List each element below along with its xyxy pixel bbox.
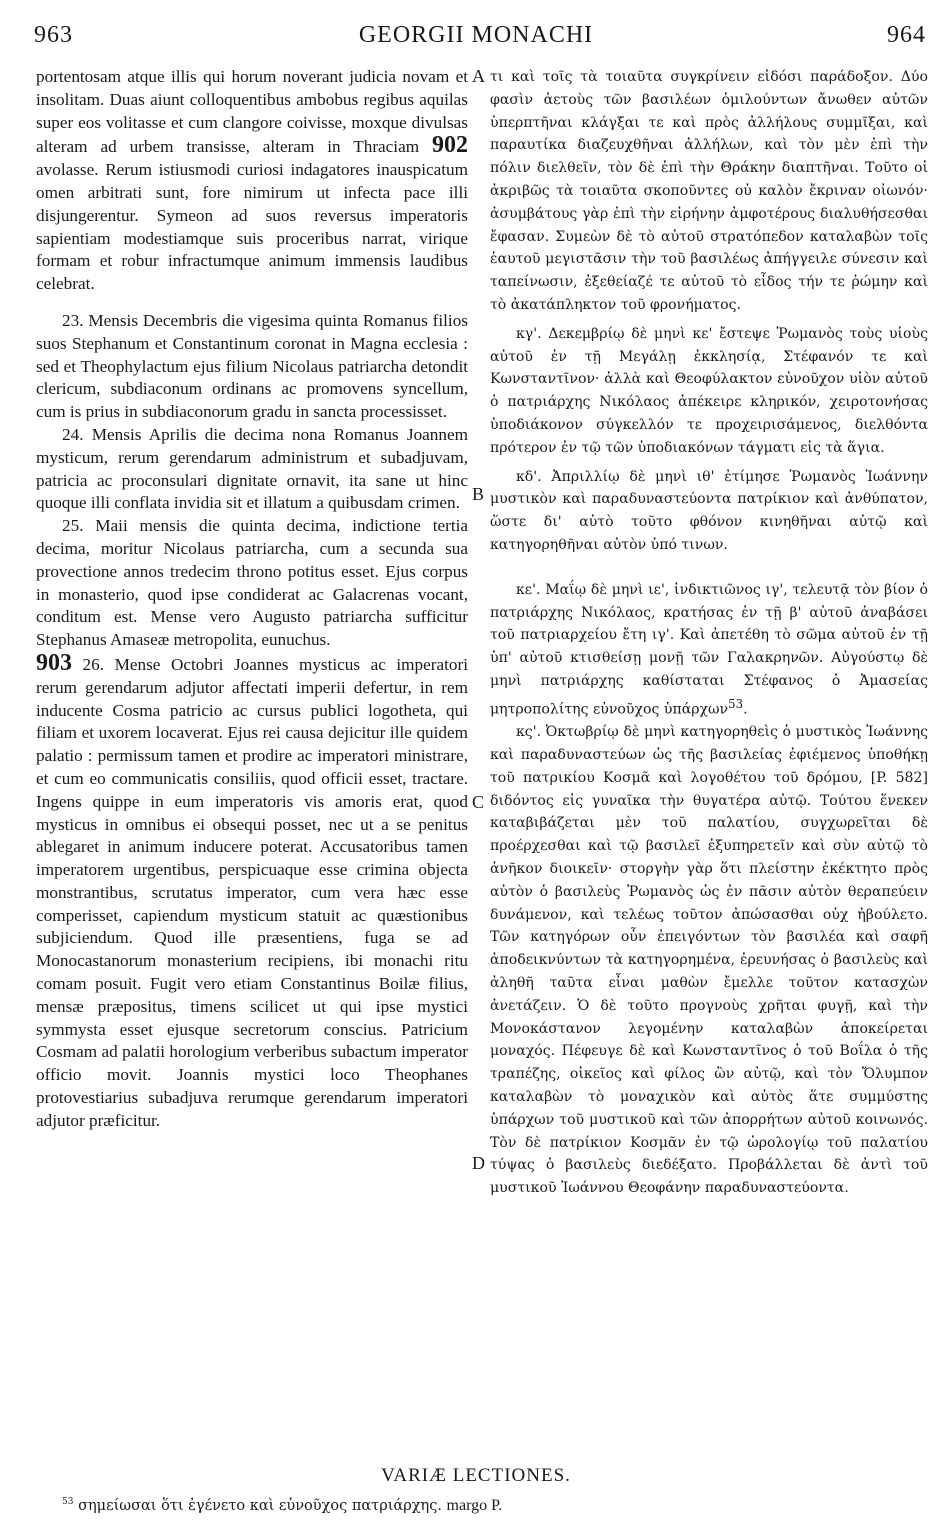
greek-paragraph: τι καὶ τοῖς τὰ τοιαῦτα συγκρίνειν εἰδόσι παράδοξον. Δύο φασὶν ἀετοὺς τῶν βασιλέων ὁμιλούντων ἄνωθεν αὐτῶν ὑπερπτῆναι κλάγξαι τε καὶ πρὸς ἀλλήλους συμμῖξαι, καὶ παραυτίκα διαζευχθῆναι ἀλλήλων, καὶ τὸν μὲν ἐπὶ τὴν πόλιν διελθεῖν, τὸν δὲ ἐπὶ τὴν Θράκην διαπτῆναι. Τοῦτο οἱ ἀκριβῶς τὰ τοιαῦτα σκοποῦντες οὐ καλὸν ἔκριναν οἰωνόν· ἀσυμβάτους γὰρ ἐπὶ τὴν εἰρήνην ἀμφοτέρους διαλυθήσεσθαι ἔφασαν. Συμεὼν δὲ τὸ αὐτοῦ στρατόπεδον καταλαβὼν τοῖς ἑαυτοῦ μεγιστᾶσιν τὴν τοῦ βασιλέως ἀπήγγειλε σύνεσιν καὶ ταπείνωσιν, ἐξεθείαζέ τε αὐτοῦ τὸ εἶδος τήν τε ῥώμην καὶ τὸ ἀκατάπληκτον τοῦ φρονήματος. — [490, 69, 928, 313]
running-title: GEORGII MONACHI — [358, 22, 594, 48]
greek-paragraph: κε'. Μαΐῳ δὲ μηνὶ ιε', ἰνδικτιῶνος ιγ', τελευτᾷ τὸν βίον ὁ πατριάρχης Νικόλαος, κρατήσας ἐν τῇ β' αὐτοῦ ἀναβάσει τοῦ πατριαρχείου ἔτη ιγ'. Καὶ ἀπετέθη τὸ σῶμα αὐτοῦ ἐν τῇ ὑπ' αὐτοῦ κτισθείσῃ μονῇ τῶν Γαλακρηνῶν. Αὐγούστῳ δὲ μηνὶ πατριάρχης καθίσταται Στέφανος ὁ Ἀμασείας μητροπολίτης εὐνοῦχος ὑπάρχων$^{53}$. — [490, 581, 928, 718]
note-number: 53 — [62, 1497, 74, 1508]
page-header — [20, 22, 932, 62]
marginal-page-number: 902 — [432, 132, 468, 159]
latin-text: avolasse. Rerum istiusmodi curiosi indagatores inauspicatum omen arbitrati sunt, fore nimirum ut infecta pace illi disjungerentur. Symeon ad suos reversus imperatoris sapientiam modestiamque suis proceribus narrat, virique formam et robur infractumque animum immensis laudibus celebrat. — [36, 160, 468, 294]
note-text: σημείωσαι ὅτι ἐγένετο καὶ εὐνοῦχος πατριάρχης. — [78, 1498, 442, 1514]
margin-letter-a: A — [472, 66, 485, 86]
footnote-marker: 53 — [728, 696, 744, 711]
greek-paragraph: κς'. Ὀκτωβρίῳ δὲ μηνὶ κατηγορηθεὶς ὁ μυστικὸς Ἰωάννης καὶ παραδυναστεύων ὡς τῆς βασιλείας ἐφιέμενος ὑποθήκῃ τοῦ πατρικίου Κοσμᾶ καὶ λογοθέτου τοῦ δρόμου, [P. 582] διδόντος εἰς γυναῖκα τὴν θυγατέρα αὐτῷ. Τούτου ἕνεκεν καταβιβάζεται μὲν τοῦ παλατίου, συγχωρεῖται δὲ προέρχεσθαι καὶ τῷ βασιλεῖ ἐξυπηρετεῖν καὶ σὺν αὐτῷ τὸ ἀνῆκον διοικεῖν· στοργὴν γὰρ ὅτι πλείστην ἐκέκτητο πρὸς αὐτὸν ὁ βασιλεὺς Ῥωμανὸς ὡς ἐν πᾶσιν αὐτὸν θεραπεύειν δυνάμενον, καὶ τελέως τοῦτον ἀπώσασθαι οὐχ ἠβούλετο. Τῶν κατηγόρων οὖν ἐπειγόντων τὸν βασιλέα καὶ σαφῆ ἀποδεικνύντων τὰ κατηγορημένα, ἐρευνήσας ὁ βασιλεὺς καὶ ἀληθῆ ταῦτα εἶναι μαθὼν ἔμελλε τοῦτον κατασχὼν ἀνετάζειν. Ὁ δὲ τοῦτο προγνοὺς χρῆται φυγῇ, καὶ τὴν Μονοκάστανον λεγομένην καταλαβὼν ἀποκείρεται μοναχός. Πέφευγε δὲ καὶ Κωνσταντῖνος ὁ τοῦ Βοΐλα ὁ τῆς τραπέζης, οἰκεῖος καὶ φίλος ὢν αὐτῷ, καὶ τὸν Ὄλυμπον καταλαβὼν τὸ μοναχικὸν καὶ αὐτὸς ἅτε συμμύστης ὑπάρχων τοῦ μυστικοῦ καὶ τῶν ἀπορρήτων αὐτοῦ κοινωνός. Τὸν δὲ πατρίκιον Κοσμᾶν ἐν τῷ ὡρολογίῳ τοῦ παλατίου τύψας ὁ βασιλεὺς διεδέξατο. Προβάλλεται δὲ ἀντὶ τοῦ μυστικοῦ Ἰωάννου Θεοφάνην παραδυναστεύοντα. — [490, 724, 928, 1197]
latin-paragraph — [36, 649, 468, 1133]
margin-letter-c: C — [472, 792, 485, 812]
greek-paragraph: κγ'. Δεκεμβρίῳ δὲ μηνὶ κε' ἔστεψε Ῥωμανὸς τοὺς υἱοὺς αὐτοῦ ἐν τῇ Μεγάλῃ ἐκκλησίᾳ, Στέφανόν τε καὶ Κωνσταντῖνον· ἀλλὰ καὶ Θεοφύλακτον εὐνοῦχον υἱὸν αὐτοῦ ὁ πατριάρχης Νικόλαος ἀπέκειρε κληρικόν, χειροτονήσας ὑποδιάκονον σύγκελλόν τε προχειρισάμενος, διελθόντα πρότερον ἐν τῷ τῶν ὑποδιακόνων τάγματι εἰς τὰ ἅγια. — [490, 325, 928, 456]
greek-column — [490, 66, 928, 1200]
latin-paragraph — [36, 66, 468, 296]
variae-lectiones-note — [62, 1497, 502, 1515]
page-number-left: 963 — [34, 22, 73, 48]
latin-paragraph: 25. Maii mensis die quinta decima, indictione tertia decima, moritur Nicolaus patriarcha, cum a secunda sua provectione annos tredecim throno potitus esset. Ejus corpus in monasterio, quod ipse condiderat ac Galacrenas vocant, conditum est. Mense vero Augusto patriarcha sufficitur Stephanus Amaseæ metropolita, eunuchus. — [36, 516, 468, 650]
latin-paragraph: 24. Mensis Aprilis die decima nona Romanus Joannem mysticum, rerum gerendarum administrum et subadjuvam, patricia ac proconsulari dignitate ornavit, ita sane ut hinc quoque illi conflata invidia sit et illatum a quibusdam crimen. — [36, 424, 468, 513]
greek-text: κε'. Μαΐῳ δὲ μηνὶ ιε', ἰνδικτιῶνος ιγ', τελευτᾷ τὸν βίον ὁ πατριάρχης Νικόλαος, κρατήσας ἐν τῇ β' αὐτοῦ ἀναβάσει τοῦ πατριαρχείου ἔτη ιγ'. Καὶ ἀπετέθη τὸ σῶμα αὐτοῦ ἐν τῇ ὑπ' αὐτοῦ κτισθείσῃ μονῇ τῶν Γαλακρηνῶν. Αὐγούστῳ δὲ μηνὶ πατριάρχης καθίσταται Στέφανος ὁ Ἀμασείας μητροπολίτης εὐνοῦχος ὑπάρχων — [490, 581, 928, 718]
latin-text: 26. Mense Octobri Joannes mysticus ac imperatori rerum gerendarum adjutor affectati imperii defertur, in rem inducente Cosma patricio ac cursus publici logotheta, qui filiam et uxorem locaverat. Ejus rei causa dejicitur ille quidem palatio : permissum tamen et prodire ac imperatori ministrare, et cum eo communicatis consiliis, quod officii esset, tractare. Ingens quippe in eum imperatoris vis amoris erat, quod mysticus in omnibus ei obsequi posset, nec ut a se penitus ablegaret in animum inducere poterat. Accusatoribus tamen imperatorem urgentibus, perspicuaque esse crimina objecta monstrantibus, scrutatus imperator, cum vera hæc esse comperisset, capiendum mysticum statuit ac quæstionibus subjiciendum. Quod ille præsentiens, fuga se ad Monocastanorum monasterium recipiens, ibi monachi ritu comam posuit. Fugit vero etiam Constantinus Boilæ filius, mensæ præpositus, timens scilicet ut qui ipse mystici symmysta esset ejusque secretorum conscius. Patricium Cosmam ad palatii horologium verberibus subactum imperator officio movit. Joannis mystici loco Theophanes protovestiarius subadjuva rerumque gerendarum imperatori adjutor præficitur. — [36, 654, 468, 1130]
latin-text: portentosam atque illis qui horum noverant judicia novam et insolitam. Duas aiunt colloquentibus ambobus regibus aquilas super eos volitasse et cum clangore coivisse, moxque divulsas alteram ad urbem transisse, alteram in Thraciam — [36, 67, 468, 157]
margin-letter-d: D — [472, 1153, 485, 1173]
latin-paragraph: 23. Mensis Decembris die vigesima quinta Romanus filios suos Stephanum et Constantinum coronat in Magna ecclesia : sed et Theophylactum ejus filium Nicolaus patriarcha detondit clericum, subdiaconum ordinans ac promovens syncellum, cum is prius in subdiaconorum gradu in sancta processisset. — [36, 310, 468, 422]
marginal-page-number: 903 — [36, 649, 72, 676]
greek-paragraph: κδ'. Ἀπριλλίῳ δὲ μηνὶ ιθ' ἐτίμησε Ῥωμανὸς Ἰωάννην μυστικὸν καὶ παραδυναστεύοντα πατρίκιον καὶ ἀνθύπατον, ὥστε δι' αὐτὸ τοῦτο φθόνον κινηθῆναι αὐτῷ καὶ κατηγορηθῆναι αὐτὸν ὑπό τινων. — [490, 468, 928, 553]
page-number-right: 964 — [887, 22, 926, 48]
latin-column — [36, 66, 468, 1133]
note-source: margo P. — [446, 1497, 503, 1514]
variae-lectiones-heading: VARIÆ LECTIONES. — [381, 1465, 571, 1486]
margin-letter-b: B — [472, 484, 485, 504]
